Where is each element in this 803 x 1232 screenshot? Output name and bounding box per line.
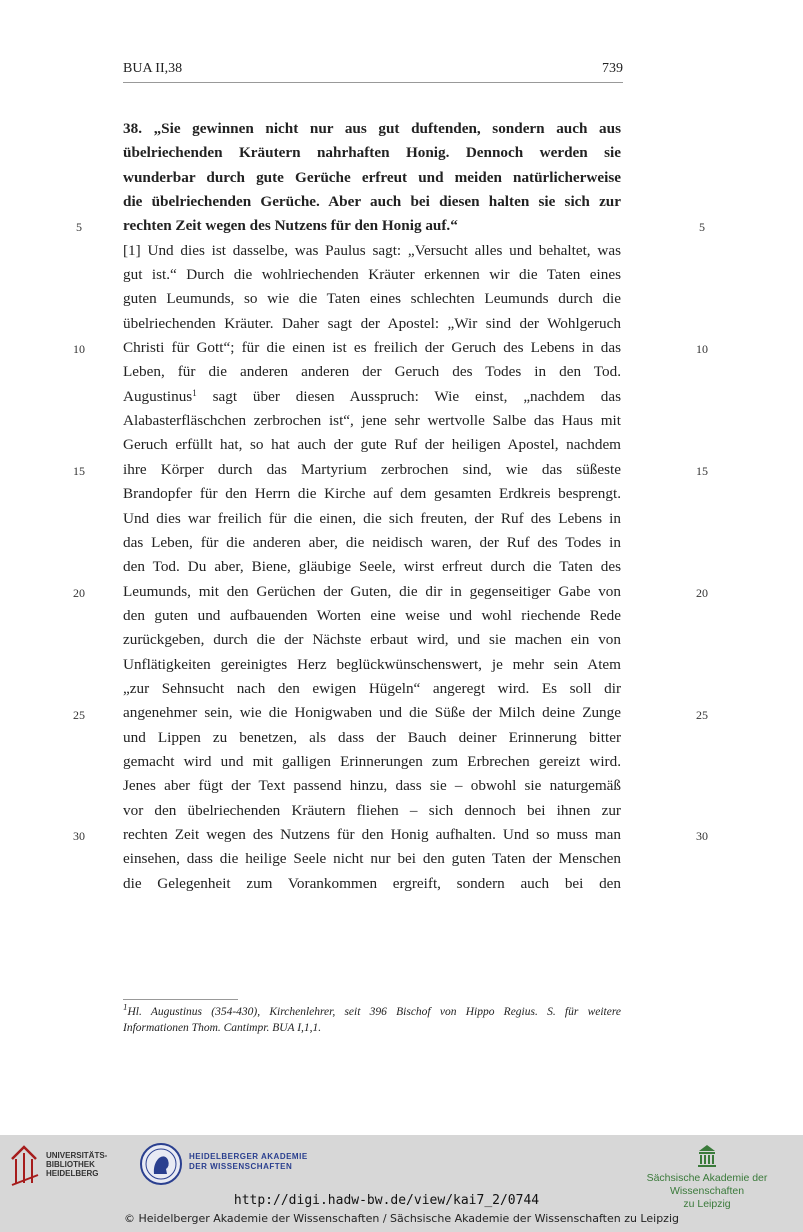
lemma-line: übelriechenden Kräutern nahrhaften Honig. Dennoch werden sie	[123, 144, 621, 162]
saxon-academy-name: Sächsische Akademie der Wissenschaften zu Leipzig	[646, 1172, 768, 1210]
line-number-5-right: 5	[699, 220, 705, 234]
body-line: Leben, für die anderen anderen der Geruch des Todes in den Tod.	[123, 363, 621, 381]
university-library-name: UNIVERSITÄTS- BIBLIOTHEK HEIDELBERG	[46, 1151, 108, 1178]
line-number-5-left: 5	[76, 220, 82, 234]
header-rule	[123, 82, 623, 83]
footnote-line: $^1$Hl. Augustinus (354-430), Kirchenlehrer, seit 396 Bischof von Hippo Regius. S. für weitere	[123, 1004, 621, 1018]
body-line: angenehmer sein, wie die Honigwaben und die Süße der Milch deine Zunge	[123, 704, 621, 722]
body-line: vor den übelriechenden Kräutern fliehen – sich dennoch bei ihnen zur	[123, 801, 621, 819]
main-text	[123, 117, 621, 896]
line-number-10-left: 10	[73, 342, 85, 356]
footnote	[123, 1004, 621, 1036]
line-number-15-left: 15	[73, 464, 85, 478]
line-number-20-left: 20	[73, 586, 85, 600]
body-line: und Lippen zu benetzen, als dass der Bauch deiner Erinnerung bitter	[123, 728, 621, 746]
copyright-notice: © Heidelberger Akademie der Wissenschaften / Sächsische Akademie der Wissenschaften zu Leipzig	[123, 1212, 679, 1225]
footnote-mark: 1	[123, 1004, 128, 1012]
body-line: guten Leumunds, so wie die Taten eines schlechten Leumunds durch die	[123, 290, 621, 308]
line-number-30-left: 30	[73, 829, 85, 843]
body-line: Unflätigkeiten gereinigtes Herz beglückwünschenswert, je mehr sein Atem	[123, 655, 621, 673]
body-line: einsehen, dass die heilige Seele nicht nur bei den guten Taten der Menschen	[123, 850, 621, 868]
body-line: Geruch erfüllt hat, so hat auch der gute Ruf der heiligen Apostel, nachdem	[123, 436, 621, 454]
academy-seal-icon[interactable]	[139, 1142, 183, 1186]
lemma-line: wunderbar durch gute Gerüche erfreut und meiden natürlicherweise	[123, 168, 621, 186]
body-line: Alabasterfläschchen zerbrochen ist“, jene sehr wertvolle Salbe das Haus mit	[123, 412, 621, 430]
line-number-20-right: 20	[696, 586, 708, 600]
body-line: rechten Zeit wegen des Nutzens für den Honig aufhalten. Und so muss man	[123, 825, 621, 843]
body-line: die Gelegenheit zum Vorankommen ergreift, sondern auch bei den	[123, 874, 621, 892]
body-line: den guten und aufbauenden Worten eine weise und wohl riechende Rede	[123, 606, 621, 624]
body-line-augustinus	[123, 385, 621, 409]
body-line: den Tod. Du aber, Biene, gläubige Seele, wirst erfreut durch die Taten des	[123, 558, 621, 576]
saxon-academy-building-icon[interactable]	[697, 1144, 717, 1168]
footer-bar	[0, 1135, 803, 1232]
footnote-rule	[123, 999, 238, 1000]
body-line: gut ist.“ Durch die wohlriechenden Kräuter erkennen wir die Taten eines	[123, 266, 621, 284]
augustinus-name: Augustinus	[123, 387, 193, 405]
heidelberg-academy-name: HEIDELBERGER AKADEMIE DER WISSENSCHAFTEN	[189, 1152, 308, 1171]
lemma-line: die übelriechenden Gerüche. Aber auch bei diesen halten sie sich zur	[123, 193, 621, 211]
body-line: ihre Körper durch das Martyrium zerbrochen sind, wie das süßeste	[123, 460, 621, 478]
running-title: BUA II,38	[123, 61, 183, 76]
line-number-15-right: 15	[696, 464, 708, 478]
body-line: Brandopfer für den Herrn die Kirche auf dem gesamten Erdkreis besprengt.	[123, 485, 621, 503]
body-line: Und dies war freilich für die einen, die sich freuten, der Ruf des Lebens in	[123, 509, 621, 527]
body-line: „zur Sehnsucht nach den ewigen Hügeln“ angeregt wird. Es soll dir	[123, 679, 621, 697]
line-number-10-right: 10	[696, 342, 708, 356]
line-number-30-right: 30	[696, 829, 708, 843]
body-line: [1] Und dies ist dasselbe, was Paulus sagt: „Versucht alles und behaltet, was	[123, 241, 621, 259]
lemma-line: 38. „Sie gewinnen nicht nur aus gut duftenden, sondern auch aus	[123, 120, 621, 137]
body-line: gemacht wird und mit galligen Erinnerungen zum Erbrechen gereizt wird.	[123, 752, 621, 770]
footnote-reference[interactable]: 1	[192, 387, 197, 398]
body-line: Leumunds, mit den Gerüchen der Guten, die dir in gegenseitiger Gabe von	[123, 582, 621, 600]
permalink-url[interactable]: http://digi.hadw-bw.de/view/kai7_2/0744	[233, 1193, 540, 1208]
body-line: zurückgeben, durch die der Nächste erbaut wird, und sie machen ein von	[123, 631, 621, 649]
body-line: übelriechenden Kräuter. Daher sagt der Apostel: „Wir sind der Wohlgeruch	[123, 314, 621, 332]
footnote-line: Informationen Thom. Cantimpr. BUA I,1,1.	[123, 1022, 322, 1034]
augustinus-rest: sagt über diesen Ausspruch: Wie einst, „nachdem das	[196, 387, 621, 405]
body-line: Christi für Gott“; für die einen ist es freilich der Geruch des Lebens in das	[123, 339, 621, 357]
line-number-25-left: 25	[73, 708, 85, 722]
body-line: das Leben, für die anderen aber, die neidisch waren, der Ruf des Todes in	[123, 533, 621, 551]
line-number-25-right: 25	[696, 708, 708, 722]
body-line: Jenes aber fügt der Text passend hinzu, dass sie – obwohl sie naturgemäß	[123, 777, 621, 795]
page-number: 739	[602, 61, 623, 76]
lemma-line: rechten Zeit wegen des Nutzens für den Honig auf.“	[123, 217, 458, 235]
